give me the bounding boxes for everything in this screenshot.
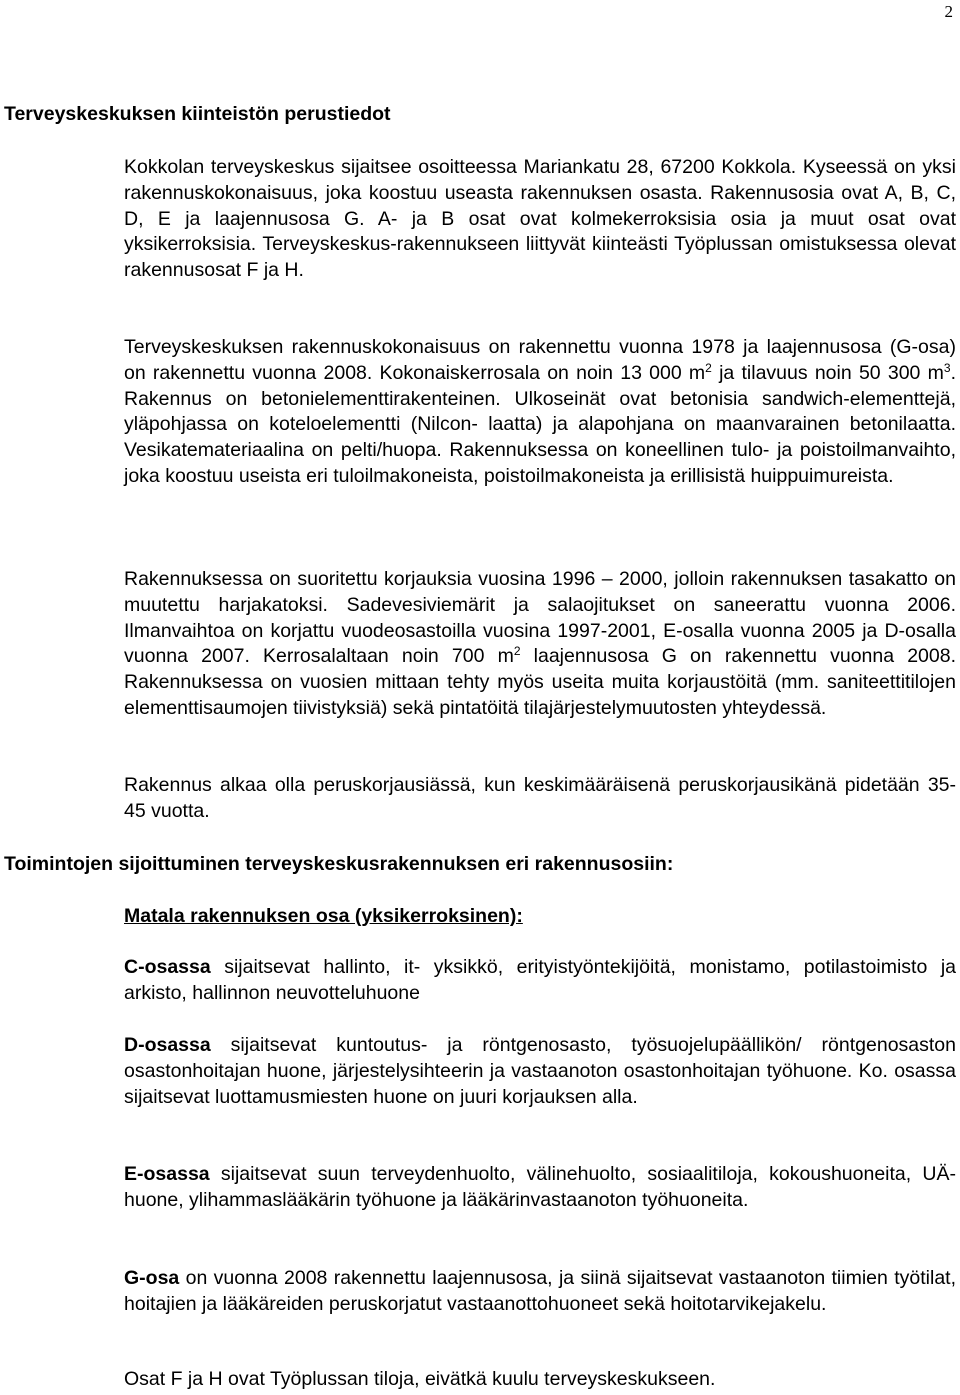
- paragraph-c-section: C-osassa sijaitsevat hallinto, it- yksikkö, erityistyöntekijöitä, monistamo, potilastoimisto ja arkisto, hallinnon neuvotteluhuone: [124, 956, 956, 1004]
- paragraph-e-section: E-osassa sijaitsevat suun terveydenhuolto, välinehuolto, sosiaalitiloja, kokoushuoneita, UÄ- huone, ylihammaslääkärin työhuone ja lääkärinvastaanoton työhuoneita.: [124, 1163, 956, 1211]
- subheading-low-building: Matala rakennuksen osa (yksikerroksinen):: [124, 905, 523, 927]
- paragraph-d-section: D-osassa sijaitsevat kuntoutus- ja röntgenosasto, työsuojelupäällikön/ röntgenosaston osastonhoitajan huone, järjestelysihteerin ja vastaanoton osastonhoitajan työhuone. Ko. osassa sijaitsevat luottamusmiesten huone on juuri korjauksen alla.: [124, 1034, 956, 1108]
- section-heading-building-info: Terveyskeskuksen kiinteistön perustiedot: [4, 103, 391, 125]
- paragraph-repairs: Rakennuksessa on suoritettu korjauksia vuosina 1996 – 2000, jolloin rakennuksen tasakatto on muutettu harjakatoksi. Sadevesiviemärit ja salaojitukset on saneerattu vuonna 2006. Ilmanvaihtoa on korjattu vuodeosastoilla vuosina 1997-2001, E-osalla vuonna 2005 ja D-osalla vuonna 2007. Kerrosalaltaan noin 700 $m^2$ laajennusosa G on rakennettu vuonna 2008. Rakennuksessa on vuosien mittaan tehty myös useita muita korjaustöitä (mm. saniteettitilojen elementtisaumojen tiivistyksiä) sekä pintatöitä tilajärjestelymuutosten yhteydessä.: [124, 568, 957, 719]
- section-label-d: D-osassa: [124, 1034, 211, 1056]
- section-label-e: E-osassa: [124, 1163, 210, 1185]
- paragraph-renovation-age: Rakennus alkaa olla peruskorjausiässä, kun keskimääräisenä peruskorjausikänä pidetään 35- 45 vuotta.: [124, 774, 956, 822]
- paragraph-f-h-sections: Osat F ja H ovat Työplussan tiloja, eivätkä kuulu terveyskeskukseen.: [124, 1368, 716, 1390]
- section-label-g: G-osa: [124, 1267, 180, 1289]
- section-label-c: C-osassa: [124, 956, 211, 978]
- paragraph-construction: Terveyskeskuksen rakennuskokonaisuus on rakennettu vuonna 1978 ja laajennusosa (G-osa) on rakennettu vuonna 2008. Kokonaiskerrosala on noin 13 000 $m^2$ ja tilavuus noin 50 300 $m^3$. Rakennus on betonielementtirakenteinen. Ulkoseinät ovat betonisia sandwich-elementtejä, yläpohjassa on koteloelementti (Nilcon- laatta) ja alapohjana on maanvarainen betonilaatta. Vesikatemateriaalina on pelti/huopa. Rakennuksessa on koneellinen tulo- ja poistoilmanvaihto, joka koostuu useista eri tuloilmakoneista, poistoilmakoneista ja erillisistä huippuimureista.: [124, 336, 956, 487]
- superscript-cubed: 3: [943, 360, 951, 375]
- paragraph-g-section: G-osa on vuonna 2008 rakennettu laajennusosa, ja siinä sijaitsevat vastaanoton tiimien työtilat, hoitajien ja lääkäreiden peruskorjatut vastaanottohuoneet sekä hoitotarvikejakelu.: [124, 1267, 956, 1315]
- page-number: 2: [944, 2, 953, 21]
- section-heading-functions: Toimintojen sijoittuminen terveyskeskusrakennuksen eri rakennusosiin:: [4, 853, 674, 875]
- paragraph-location: Kokkolan terveyskeskus sijaitsee osoitteessa Mariankatu 28, 67200 Kokkola. Kyseessä on yksi rakennuskokonaisuus, joka koostuu useasta rakennuksen osasta. Rakennusosia ovat A, B, C, D, E ja laajennusosa G. A- ja B osat ovat kolmekerroksisia osia ja muut osat ovat yksikerroksisia. Terveyskeskus-rakennukseen liittyvät kiinteästi Työplussan omistuksessa olevat rakennusosat F ja H.: [124, 156, 956, 282]
- superscript-squared: 2: [513, 644, 521, 659]
- superscript-squared: 2: [705, 360, 712, 375]
